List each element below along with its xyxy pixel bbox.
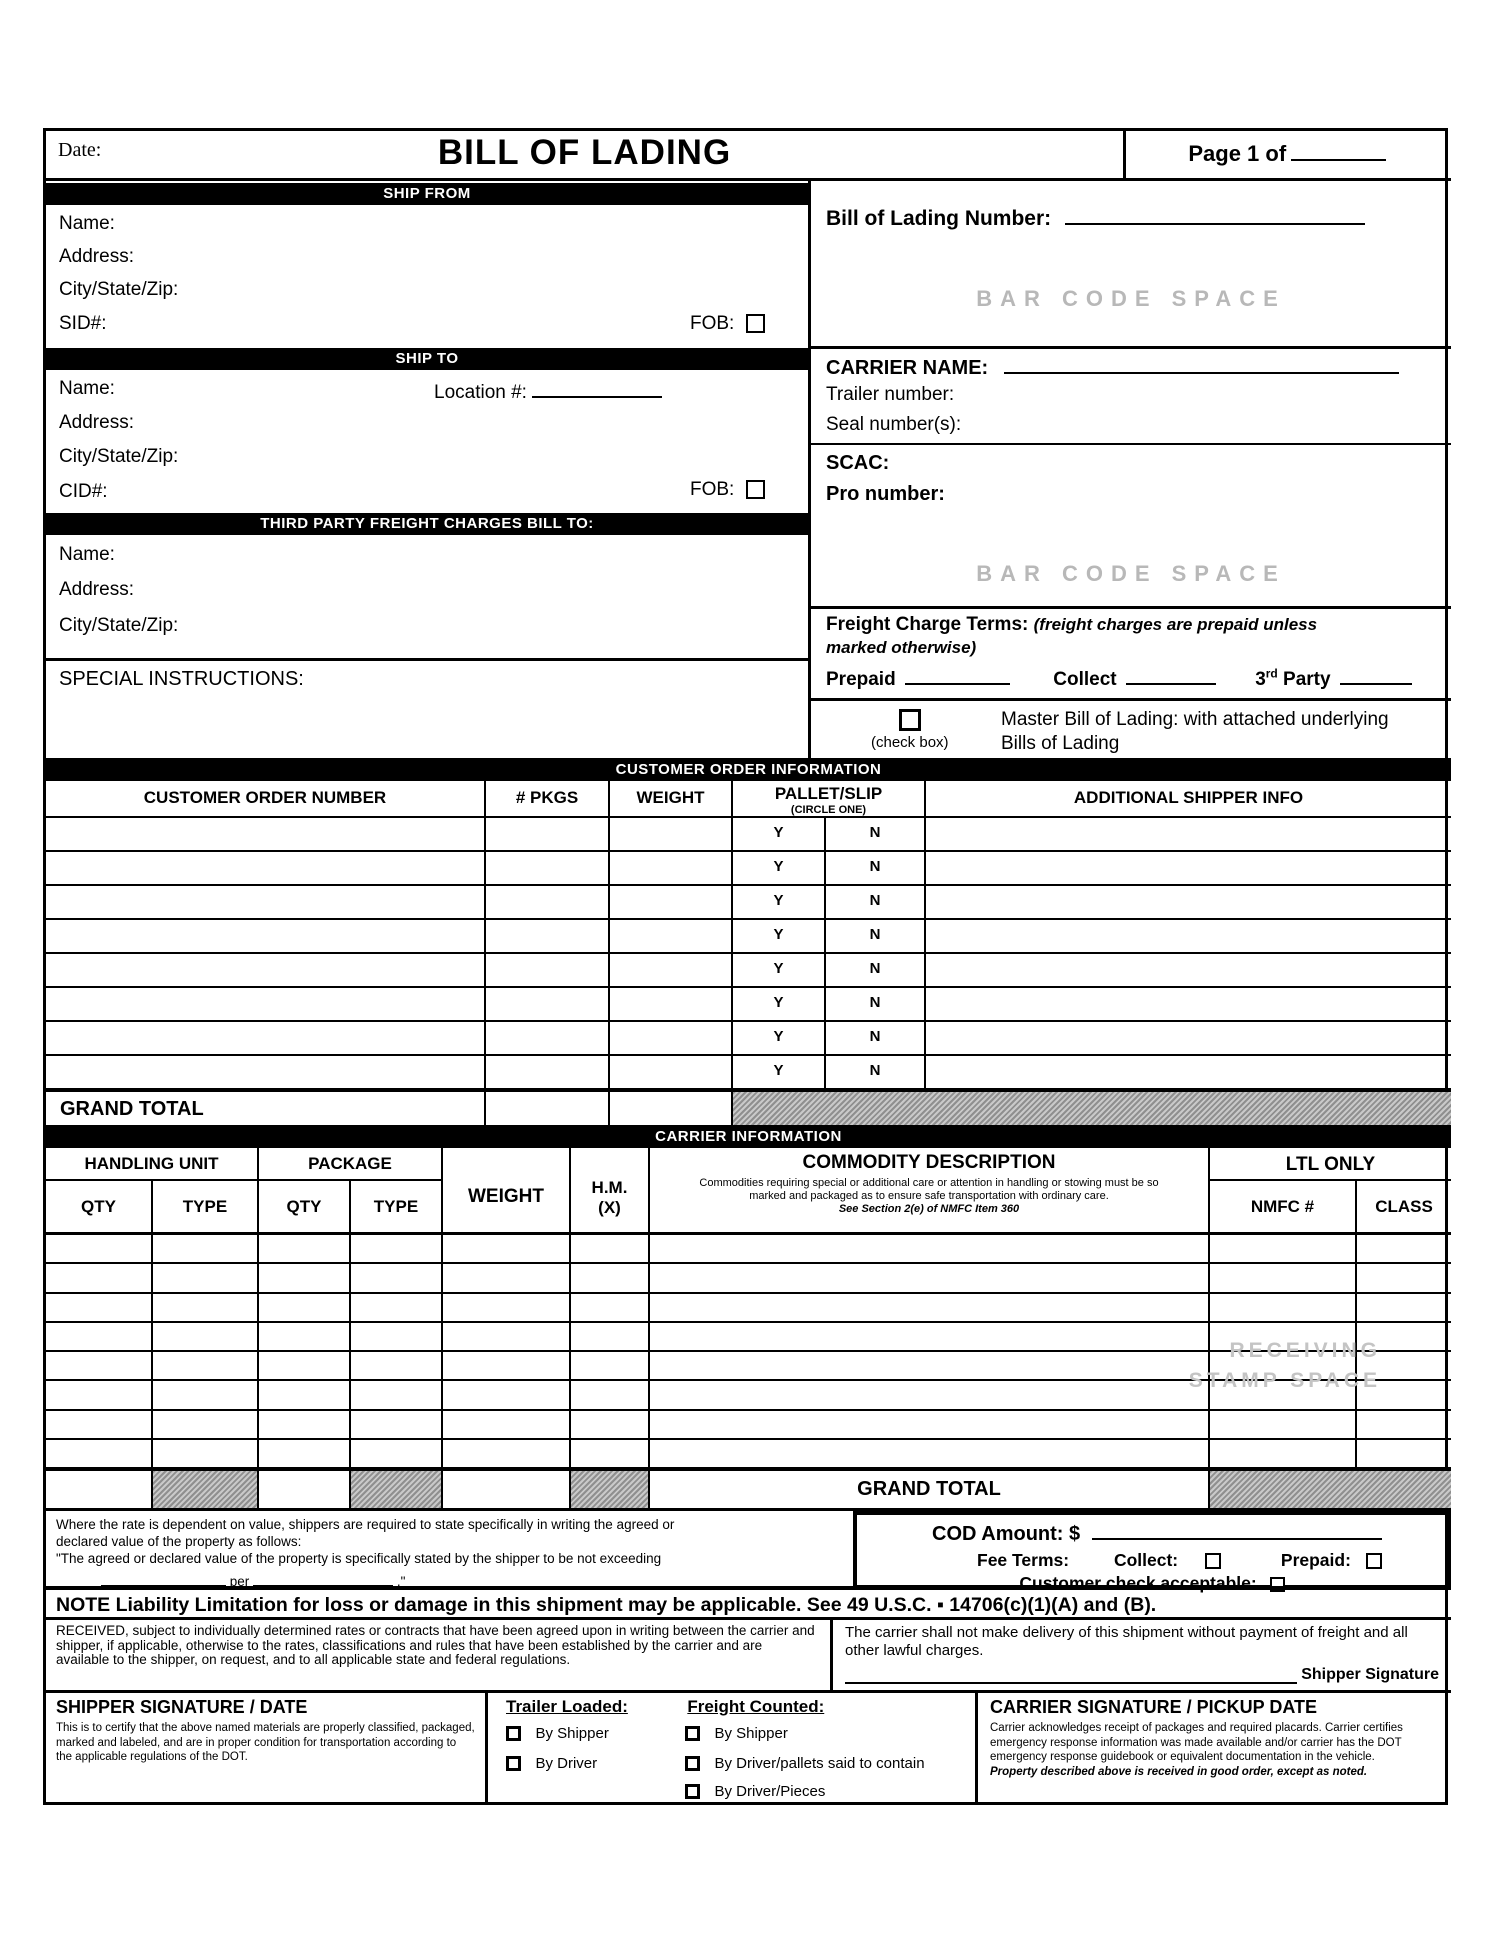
trailer-by-shipper bbox=[506, 1725, 609, 1743]
carrier-info-cell[interactable] bbox=[351, 1294, 443, 1323]
cod-box bbox=[853, 1511, 1451, 1593]
pallet-yes-option[interactable]: Y bbox=[733, 1022, 826, 1056]
carrier-info-row bbox=[46, 1440, 1451, 1469]
trailer-freight-cell bbox=[488, 1693, 978, 1805]
carrier-info-cell[interactable] bbox=[46, 1264, 153, 1293]
ship-from-fob-label: FOB: bbox=[690, 313, 735, 334]
carrier-info-cell[interactable] bbox=[650, 1235, 1210, 1264]
carrier-info-cell[interactable] bbox=[1210, 1264, 1357, 1293]
ship-from-sid-label: SID#: bbox=[59, 313, 107, 334]
carrier-info-row bbox=[46, 1235, 1451, 1264]
freight-terms-text bbox=[826, 613, 1441, 659]
collect-blank[interactable] bbox=[1126, 665, 1216, 685]
carrier-info-cell[interactable] bbox=[650, 1440, 1210, 1469]
carrier-name-label: CARRIER NAME: bbox=[826, 357, 989, 379]
col-pkgs: # PKGS bbox=[486, 781, 610, 818]
ship-to-fob-checkbox[interactable] bbox=[746, 480, 765, 499]
grand-total-weight-cell[interactable] bbox=[610, 1092, 733, 1125]
declared-value-blank-1[interactable] bbox=[101, 1572, 226, 1586]
declared-value-box bbox=[46, 1511, 853, 1589]
freight-by-shipper-checkbox[interactable] bbox=[685, 1726, 700, 1741]
trailer-by-driver-checkbox[interactable] bbox=[506, 1756, 521, 1771]
carrier-info-cell[interactable] bbox=[571, 1440, 650, 1469]
commodity-note-2: marked and packaged as to ensure safe transportation with ordinary care. bbox=[749, 1190, 1109, 1202]
customer-order-cell[interactable] bbox=[926, 954, 1451, 988]
carrier-info-cell[interactable] bbox=[351, 1264, 443, 1293]
carrier-info-cell[interactable] bbox=[153, 1352, 259, 1381]
customer-order-row bbox=[46, 1022, 1451, 1056]
commodity-header-cell bbox=[650, 1148, 1210, 1235]
carrier-info-cell[interactable] bbox=[259, 1440, 351, 1469]
customer-order-row bbox=[46, 886, 1451, 920]
carrier-info-cell[interactable] bbox=[351, 1235, 443, 1264]
gt-hu-qty-cell[interactable] bbox=[46, 1471, 153, 1508]
carrier-signature-cell bbox=[978, 1693, 1451, 1805]
customer-order-cell[interactable] bbox=[610, 852, 733, 886]
col-additional-shipper-info: ADDITIONAL SHIPPER INFO bbox=[926, 781, 1451, 818]
trailer-number-label: Trailer number: bbox=[826, 384, 955, 405]
seal-number-label: Seal number(s): bbox=[826, 414, 962, 435]
trailer-by-driver-label: By Driver bbox=[535, 1755, 598, 1772]
customer-grand-total-row bbox=[46, 1090, 1451, 1125]
col-weight: WEIGHT bbox=[610, 781, 733, 818]
carrier-info-cell[interactable] bbox=[571, 1323, 650, 1352]
freight-by-driver-pallets-checkbox[interactable] bbox=[685, 1756, 700, 1771]
carrier-info-cell[interactable] bbox=[1210, 1235, 1357, 1264]
carrier-info-cell[interactable] bbox=[1357, 1264, 1451, 1293]
class-header: CLASS bbox=[1375, 1197, 1433, 1216]
carrier-info-cell[interactable] bbox=[571, 1235, 650, 1264]
freight-by-driver-pallets bbox=[685, 1755, 925, 1773]
barcode-space-2: BAR CODE SPACE bbox=[976, 561, 1286, 586]
customer-order-cell[interactable] bbox=[926, 852, 1451, 886]
trailer-by-driver bbox=[506, 1755, 597, 1773]
bill-of-lading-form bbox=[43, 128, 1448, 1805]
carrier-info-cell[interactable] bbox=[259, 1294, 351, 1323]
declared-value-line3: "The agreed or declared value of the property is specifically stated by the shipper to be not exceeding bbox=[56, 1551, 662, 1566]
ship-from-name-label: Name: bbox=[59, 213, 115, 234]
customer-order-cell[interactable] bbox=[486, 988, 610, 1022]
freight-by-driver-pieces bbox=[685, 1783, 825, 1801]
pallet-yes-option[interactable]: Y bbox=[733, 852, 826, 886]
ship-to-name-label: Name: bbox=[59, 378, 115, 399]
shipper-signature-cell bbox=[46, 1693, 488, 1805]
special-instructions-box[interactable] bbox=[46, 658, 810, 758]
fee-collect-checkbox[interactable] bbox=[1205, 1553, 1221, 1569]
pallet-no-option[interactable]: N bbox=[826, 818, 926, 852]
commodity-note-1: Commodities requiring special or additional care or attention in handling or stowing must be so bbox=[699, 1177, 1159, 1189]
freight-terms-note2: marked otherwise) bbox=[826, 638, 977, 657]
customer-order-cell[interactable] bbox=[46, 852, 486, 886]
collect-label: Collect bbox=[1053, 668, 1117, 690]
customer-order-cell[interactable] bbox=[46, 920, 486, 954]
customer-grand-total-label: GRAND TOTAL bbox=[46, 1092, 486, 1125]
customer-order-cell[interactable] bbox=[486, 886, 610, 920]
carrier-grand-total-row bbox=[46, 1469, 1451, 1508]
scac-label: SCAC: bbox=[826, 452, 890, 474]
ship-from-fob-checkbox[interactable] bbox=[746, 314, 765, 333]
right-divider-2 bbox=[811, 443, 1451, 445]
shipper-signature-line[interactable] bbox=[845, 1670, 1297, 1684]
customer-order-cell[interactable] bbox=[926, 1022, 1451, 1056]
declared-value-line2: declared value of the property as follows: bbox=[56, 1534, 302, 1549]
gt-pkg-qty-cell[interactable] bbox=[259, 1471, 351, 1508]
master-bol-checkbox[interactable] bbox=[899, 709, 921, 731]
trailer-by-shipper-checkbox[interactable] bbox=[506, 1726, 521, 1741]
carrier-info-cell[interactable] bbox=[571, 1411, 650, 1440]
carrier-info-cell[interactable] bbox=[650, 1411, 1210, 1440]
third-party-address-label: Address: bbox=[59, 579, 134, 600]
gt-hu-type-hatch bbox=[153, 1471, 259, 1508]
shipper-signature-label: Shipper Signature bbox=[1301, 1666, 1439, 1683]
carrier-info-cell[interactable] bbox=[46, 1323, 153, 1352]
customer-order-cell[interactable] bbox=[46, 1056, 486, 1090]
handling-unit-header: HANDLING UNIT bbox=[46, 1148, 259, 1181]
carrier-info-cell[interactable] bbox=[259, 1411, 351, 1440]
customer-order-cell[interactable] bbox=[486, 1022, 610, 1056]
carrier-acknowledge-text: Carrier acknowledges receipt of packages and required placards. Carrier certifies emergency response information was made available and/or carrier has the DOT emergency response guidebook or equivalent documentation in the vehicle. bbox=[990, 1722, 1403, 1763]
shipper-signature-header: SHIPPER SIGNATURE / DATE bbox=[56, 1697, 308, 1717]
freight-terms-label: Freight Charge Terms: bbox=[826, 614, 1029, 635]
form-header bbox=[46, 131, 1451, 181]
customer-order-cell[interactable] bbox=[610, 1022, 733, 1056]
carrier-info-cell[interactable] bbox=[443, 1411, 571, 1440]
carrier-acknowledge-bold-text: Property described above is received in good order, except as noted. bbox=[990, 1765, 1368, 1778]
customer-order-cell[interactable] bbox=[46, 1022, 486, 1056]
received-text: RECEIVED, subject to individually determined rates or contracts that have been agreed upon in writing between the carrier and shipper, if applicable, otherwise to the rates, classifications and rules that have been established by the carrier and are available to the shipper, on request, and to all applicable state and federal regulations. bbox=[46, 1620, 833, 1693]
circle-one-label: (CIRCLE ONE) bbox=[790, 804, 867, 816]
customer-order-cell[interactable] bbox=[610, 920, 733, 954]
received-section bbox=[46, 1620, 1451, 1693]
carrier-info-cell[interactable] bbox=[259, 1323, 351, 1352]
carrier-info-cell[interactable] bbox=[650, 1294, 1210, 1323]
carrier-delivery-cell bbox=[833, 1620, 1451, 1693]
carrier-table-header bbox=[46, 1148, 1451, 1235]
prepaid-label: Prepaid bbox=[826, 668, 896, 690]
pallet-yes-option[interactable]: Y bbox=[733, 886, 826, 920]
customer-order-row bbox=[46, 1056, 1451, 1090]
right-column bbox=[811, 181, 1451, 758]
carrier-info-row bbox=[46, 1294, 1451, 1323]
commodity-description-header: COMMODITY DESCRIPTION bbox=[802, 1152, 1056, 1173]
right-divider-4 bbox=[811, 698, 1451, 701]
declared-value-line1: Where the rate is dependent on value, shippers are required to state specifically in writing the agreed or bbox=[56, 1517, 675, 1532]
right-divider-3 bbox=[811, 606, 1451, 609]
pallet-yes-option[interactable]: Y bbox=[733, 1056, 826, 1090]
cod-amount-blank[interactable] bbox=[1092, 1519, 1382, 1540]
ship-to-cid-label: CID#: bbox=[59, 481, 108, 502]
cod-amount-row bbox=[857, 1519, 1447, 1546]
pallet-yes-option[interactable]: Y bbox=[733, 988, 826, 1022]
carrier-info-cell[interactable] bbox=[351, 1352, 443, 1381]
customer-order-cell[interactable] bbox=[926, 988, 1451, 1022]
col-pallet-slip: PALLET/SLIP (CIRCLE ONE) bbox=[733, 781, 926, 818]
customer-order-cell[interactable] bbox=[926, 920, 1451, 954]
carrier-info-cell[interactable] bbox=[259, 1352, 351, 1381]
ship-to-location-label: Location #: bbox=[434, 381, 527, 403]
gt-weight-cell[interactable] bbox=[443, 1471, 571, 1508]
gt-pkg-type-hatch bbox=[351, 1471, 443, 1508]
ship-to-fob-label: FOB: bbox=[690, 479, 735, 500]
ship-to-location-blank[interactable] bbox=[532, 378, 662, 398]
pallet-yes-option[interactable]: Y bbox=[733, 920, 826, 954]
customer-order-cell[interactable] bbox=[46, 988, 486, 1022]
customer-order-cell[interactable] bbox=[926, 818, 1451, 852]
ltl-only-header: LTL ONLY bbox=[1210, 1148, 1451, 1181]
customer-order-cell[interactable] bbox=[46, 818, 486, 852]
commodity-note-3: See Section 2(e) of NMFC Item 360 bbox=[838, 1203, 1020, 1215]
carrier-info-cell[interactable] bbox=[46, 1294, 153, 1323]
carrier-info-cell[interactable] bbox=[1210, 1440, 1357, 1469]
pallet-no-option[interactable]: N bbox=[826, 1022, 926, 1056]
carrier-info-cell[interactable] bbox=[46, 1381, 153, 1410]
master-bol-check bbox=[871, 709, 949, 751]
carrier-info-cell[interactable] bbox=[153, 1440, 259, 1469]
hm-header: H.M. (X) bbox=[591, 1178, 628, 1217]
carrier-info-cell[interactable] bbox=[259, 1264, 351, 1293]
carrier-info-cell[interactable] bbox=[650, 1264, 1210, 1293]
master-bol-caption: (check box) bbox=[871, 734, 949, 751]
carrier-info-cell[interactable] bbox=[153, 1323, 259, 1352]
freight-by-shipper bbox=[685, 1725, 788, 1743]
ship-from-bar: SHIP FROM bbox=[46, 183, 808, 205]
grand-total-hatch bbox=[733, 1092, 1451, 1125]
ship-to-city-label: City/State/Zip: bbox=[59, 446, 179, 467]
right-divider-1 bbox=[811, 346, 1451, 349]
col-customer-order-number: CUSTOMER ORDER NUMBER bbox=[46, 781, 486, 818]
carrier-name-blank[interactable] bbox=[1004, 353, 1399, 374]
third-party-bar: THIRD PARTY FREIGHT CHARGES BILL TO: bbox=[46, 513, 808, 535]
shipper-signature-row bbox=[845, 1666, 1439, 1684]
grand-total-pkgs-cell[interactable] bbox=[486, 1092, 610, 1125]
carrier-info-cell[interactable] bbox=[351, 1381, 443, 1410]
carrier-info-cell[interactable] bbox=[571, 1381, 650, 1410]
fee-terms-label: Fee Terms: bbox=[977, 1550, 1070, 1570]
hu-type-header: TYPE bbox=[153, 1181, 259, 1235]
carrier-info-cell[interactable] bbox=[153, 1264, 259, 1293]
customer-order-cell[interactable] bbox=[486, 954, 610, 988]
third-party-option-label: 3rd Party bbox=[1255, 666, 1331, 690]
carrier-info-cell[interactable] bbox=[1357, 1235, 1451, 1264]
carrier-info-cell[interactable] bbox=[443, 1440, 571, 1469]
carrier-info-cell[interactable] bbox=[1357, 1440, 1451, 1469]
carrier-info-cell[interactable] bbox=[1210, 1294, 1357, 1323]
customer-order-header bbox=[46, 781, 1451, 818]
shipper-certification-text: This is to certify that the above named materials are properly classified, packaged, marked and labeled, and are in proper condition for transportation according to the applicable regulations of the DOT. bbox=[56, 1722, 475, 1763]
customer-order-cell[interactable] bbox=[926, 1056, 1451, 1090]
carrier-info-cell[interactable] bbox=[153, 1381, 259, 1410]
fee-terms-row bbox=[857, 1550, 1447, 1571]
pallet-no-option[interactable]: N bbox=[826, 1056, 926, 1090]
carrier-info-cell[interactable] bbox=[259, 1235, 351, 1264]
carrier-info-cell[interactable] bbox=[1357, 1411, 1451, 1440]
pallet-yes-option[interactable]: Y bbox=[733, 954, 826, 988]
pallet-no-option[interactable]: N bbox=[826, 988, 926, 1022]
carrier-info-cell[interactable] bbox=[46, 1440, 153, 1469]
ship-from-address-label: Address: bbox=[59, 246, 134, 267]
carrier-info-cell[interactable] bbox=[443, 1264, 571, 1293]
customer-order-cell[interactable] bbox=[46, 954, 486, 988]
carrier-info-cell[interactable] bbox=[153, 1411, 259, 1440]
carrier-info-cell[interactable] bbox=[153, 1235, 259, 1264]
carrier-info-cell[interactable] bbox=[46, 1235, 153, 1264]
customer-order-row bbox=[46, 818, 1451, 852]
carrier-info-row bbox=[46, 1264, 1451, 1293]
ship-to-bar: SHIP TO bbox=[46, 348, 808, 370]
carrier-info-cell[interactable] bbox=[571, 1294, 650, 1323]
carrier-info-cell[interactable] bbox=[443, 1294, 571, 1323]
trailer-loaded-header: Trailer Loaded: bbox=[506, 1697, 628, 1716]
carrier-info-cell[interactable] bbox=[443, 1381, 571, 1410]
customer-order-cell[interactable] bbox=[610, 886, 733, 920]
carrier-name-row bbox=[826, 353, 1399, 380]
cod-amount-label: COD Amount: $ bbox=[932, 1523, 1081, 1545]
date-label: Date: bbox=[58, 139, 102, 161]
customer-order-cell[interactable] bbox=[486, 818, 610, 852]
bol-number-row bbox=[826, 203, 1365, 231]
declared-value-per-line: per ." bbox=[56, 1572, 843, 1590]
special-instructions-label: SPECIAL INSTRUCTIONS: bbox=[59, 668, 304, 690]
pallet-no-option[interactable]: N bbox=[826, 852, 926, 886]
freight-terms-options bbox=[826, 665, 1441, 691]
pkg-type-header: TYPE bbox=[351, 1181, 443, 1235]
carrier-info-cell[interactable] bbox=[571, 1352, 650, 1381]
carrier-info-cell[interactable] bbox=[1210, 1411, 1357, 1440]
pallet-no-option[interactable]: N bbox=[826, 920, 926, 954]
carrier-info-cell[interactable] bbox=[46, 1352, 153, 1381]
carrier-info-cell[interactable] bbox=[259, 1381, 351, 1410]
customer-order-cell[interactable] bbox=[486, 1056, 610, 1090]
customer-order-row bbox=[46, 852, 1451, 886]
carrier-info-row bbox=[46, 1411, 1451, 1440]
customer-order-row bbox=[46, 920, 1451, 954]
carrier-delivery-text: The carrier shall not make delivery of this shipment without payment of freight and all other lawful charges. bbox=[845, 1624, 1408, 1659]
customer-order-cell[interactable] bbox=[926, 886, 1451, 920]
value-cod-section bbox=[46, 1508, 1451, 1593]
customer-order-cell[interactable] bbox=[610, 818, 733, 852]
customer-order-rows bbox=[46, 818, 1451, 1090]
third-party-name-label: Name: bbox=[59, 544, 115, 565]
carrier-information-bar: CARRIER INFORMATION bbox=[46, 1125, 1451, 1148]
gt-ltl-hatch bbox=[1210, 1471, 1451, 1508]
carrier-info-cell[interactable] bbox=[351, 1323, 443, 1352]
form-title: BILL OF LADING bbox=[437, 133, 732, 172]
page-label: Page 1 of bbox=[1188, 141, 1287, 166]
bol-number-blank[interactable] bbox=[1065, 203, 1365, 225]
ship-to-location bbox=[434, 378, 662, 404]
freight-by-shipper-label: By Shipper bbox=[714, 1725, 788, 1742]
ship-to-address-label: Address: bbox=[59, 412, 134, 433]
signature-footer bbox=[46, 1693, 1451, 1805]
ship-from-city-label: City/State/Zip: bbox=[59, 279, 179, 300]
receiving-stamp-space: RECEIVING STAMP SPACE bbox=[1188, 1339, 1381, 1392]
pallet-no-option[interactable]: N bbox=[826, 954, 926, 988]
carrier-info-cell[interactable] bbox=[443, 1323, 571, 1352]
customer-order-cell[interactable] bbox=[610, 988, 733, 1022]
third-party-city-label: City/State/Zip: bbox=[59, 615, 179, 636]
customer-order-cell[interactable] bbox=[610, 954, 733, 988]
carrier-info-cell[interactable] bbox=[351, 1411, 443, 1440]
bol-number-label: Bill of Lading Number: bbox=[826, 207, 1052, 231]
carrier-info-cell[interactable] bbox=[1357, 1294, 1451, 1323]
customer-order-cell[interactable] bbox=[486, 852, 610, 886]
freight-terms-note1: (freight charges are prepaid unless bbox=[1033, 615, 1318, 634]
gt-hm-hatch bbox=[571, 1471, 650, 1508]
pallet-no-option[interactable]: N bbox=[826, 886, 926, 920]
hu-qty-header: QTY bbox=[46, 1181, 153, 1235]
carrier-info-cell[interactable] bbox=[443, 1352, 571, 1381]
fee-prepaid-checkbox[interactable] bbox=[1366, 1553, 1382, 1569]
ship-from-fob bbox=[690, 313, 765, 335]
freight-by-driver-pieces-label: By Driver/Pieces bbox=[714, 1783, 826, 1800]
carrier-info-cell[interactable] bbox=[571, 1264, 650, 1293]
barcode-space-1: BAR CODE SPACE bbox=[976, 286, 1286, 311]
customer-check-label: Customer check acceptable: bbox=[1019, 1573, 1257, 1593]
carrier-info-cell[interactable] bbox=[351, 1440, 443, 1469]
customer-order-cell[interactable] bbox=[486, 920, 610, 954]
carrier-info-cell[interactable] bbox=[443, 1235, 571, 1264]
weight-header: WEIGHT bbox=[468, 1186, 544, 1207]
declared-value-blank-2[interactable] bbox=[253, 1572, 393, 1586]
customer-order-cell[interactable] bbox=[610, 1056, 733, 1090]
package-header: PACKAGE bbox=[259, 1148, 443, 1181]
carrier-signature-header: CARRIER SIGNATURE / PICKUP DATE bbox=[990, 1697, 1318, 1717]
freight-counted-header: Freight Counted: bbox=[687, 1697, 825, 1716]
trailer-by-shipper-label: By Shipper bbox=[535, 1725, 609, 1742]
prepaid-blank[interactable] bbox=[905, 665, 1010, 685]
carrier-grand-total-label: GRAND TOTAL bbox=[650, 1471, 1210, 1508]
page-number-blank[interactable] bbox=[1291, 144, 1386, 161]
fee-prepaid-label: Prepaid: bbox=[1280, 1550, 1351, 1570]
customer-order-row bbox=[46, 988, 1451, 1022]
pkg-qty-header: QTY bbox=[259, 1181, 351, 1235]
carrier-info-cell[interactable] bbox=[153, 1294, 259, 1323]
hm-header-cell bbox=[571, 1148, 650, 1235]
ship-to-fob bbox=[690, 479, 765, 501]
fee-collect-label: Collect: bbox=[1113, 1550, 1179, 1570]
weight-header-cell bbox=[443, 1148, 571, 1235]
customer-order-bar: CUSTOMER ORDER INFORMATION bbox=[46, 758, 1451, 781]
third-party-blank[interactable] bbox=[1340, 665, 1412, 685]
customer-order-cell[interactable] bbox=[46, 886, 486, 920]
page-number-area bbox=[1123, 141, 1451, 167]
carrier-info-cell[interactable] bbox=[46, 1411, 153, 1440]
freight-by-driver-pieces-checkbox[interactable] bbox=[685, 1784, 700, 1799]
freight-by-driver-pallets-label: By Driver/pallets said to contain bbox=[714, 1755, 925, 1772]
note-row: NOTE Liability Limitation for loss or damage in this shipment may be applicable. See 49 U.S.C. ▪ 14706(c)(1)(A) and (B). bbox=[46, 1586, 1451, 1620]
customer-order-row bbox=[46, 954, 1451, 988]
pallet-yes-option[interactable]: Y bbox=[733, 818, 826, 852]
master-bol-text: Master Bill of Lading: with attached underlying Bills of Lading bbox=[1001, 709, 1389, 754]
nmfc-header: NMFC # bbox=[1210, 1181, 1357, 1235]
pro-number-label: Pro number: bbox=[826, 483, 945, 505]
